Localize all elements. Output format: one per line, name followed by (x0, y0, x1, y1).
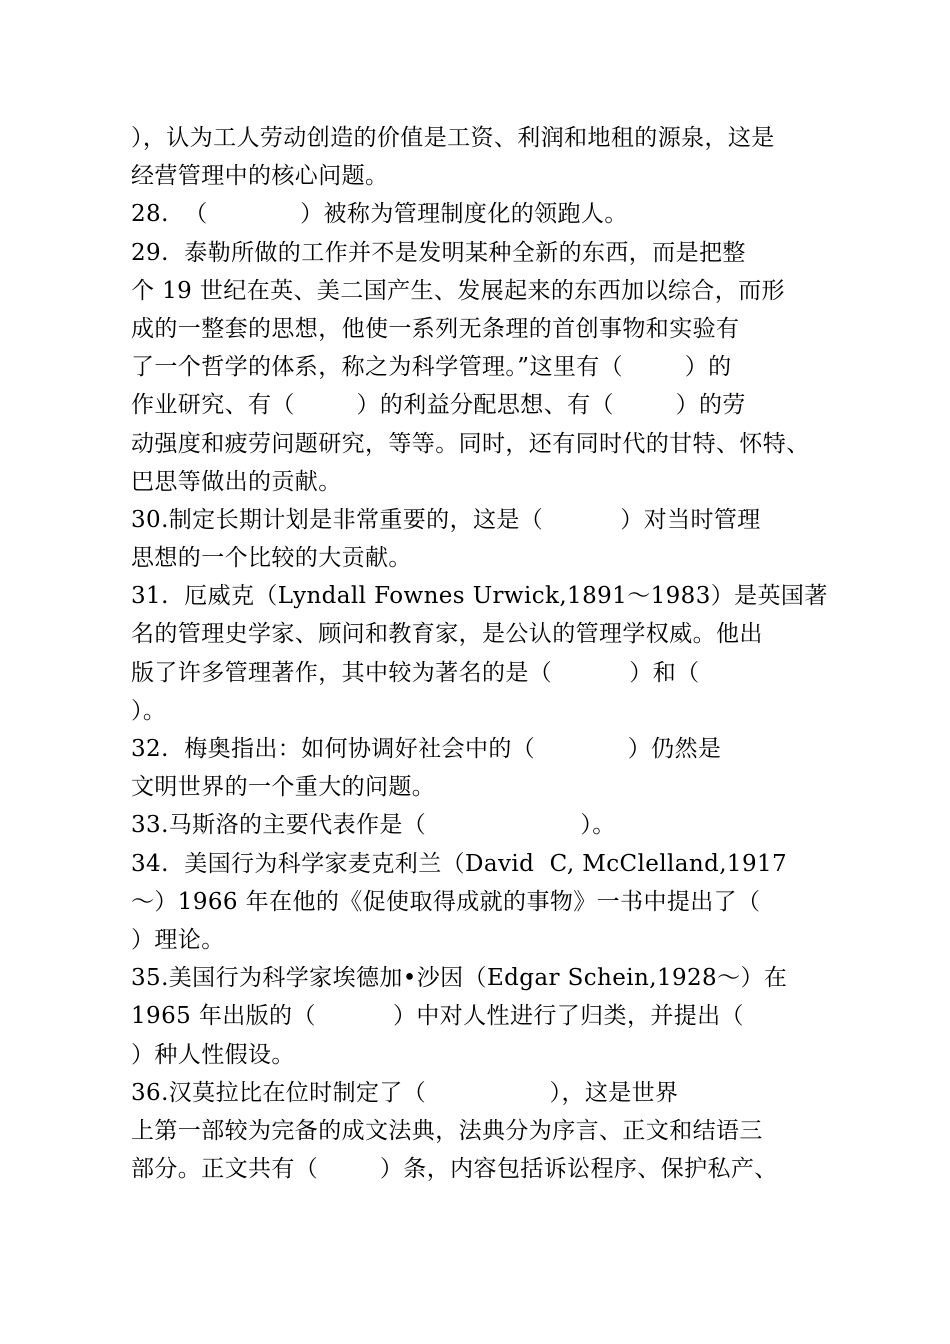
text-line: 1965 年出版的（ ）中对人性进行了归类，并提出（ (131, 1003, 744, 1030)
text-line: ）理论。 (131, 926, 225, 953)
text-line: 部分。正文共有（ ）条，内容包括诉讼程序、保护私产、 (131, 1156, 778, 1183)
text-line: ）。 (131, 697, 167, 724)
question-33: 33.马斯洛的主要代表作是（ ）。 (131, 812, 616, 839)
document-page (131, 119, 831, 1188)
text-line: 了一个哲学的体系，称之为科学管理。”这里有（ ）的 (131, 354, 732, 381)
text-line: 成的一整套的思想，他使一系列无条理的首创事物和实验有 (131, 315, 740, 342)
text-line: 个 19 世纪在英、美二国产生、发展起来的东西加以综合，而形 (131, 277, 785, 304)
text-line: 思想的一个比较的大贡献。 (131, 545, 412, 572)
text-line: ），认为工人劳动创造的价值是工资、利润和地租的源泉，这是 (131, 125, 775, 151)
text-line: 动强度和疲劳问题研究，等等。同时，还有同时代的甘特、怀特、 (131, 430, 810, 457)
text-line: ）种人性假设。 (131, 1041, 295, 1068)
text-line: 版了许多管理著作，其中较为著名的是（ ）和（ (131, 659, 700, 686)
question-35: 35.美国行为科学家埃德加•沙因（Edgar Schein,1928～）在 (131, 965, 788, 992)
text-line: 巴思等做出的贡献。 (131, 468, 342, 495)
question-34: 34. 美国行为科学家麦克利兰（David C, McClelland,1917 (131, 850, 788, 877)
text-line: 作业研究、有（ ）的利益分配思想、有（ ）的劳 (131, 392, 746, 419)
text-line: 经营管理中的核心问题。 (131, 163, 389, 190)
question-28: 28. （ ）被称为管理制度化的领跑人。 (131, 201, 628, 228)
question-29: 29. 泰勒所做的工作并不是发明某种全新的东西，而是把整 (131, 239, 746, 266)
text-line: 名的管理史学家、顾问和教育家，是公认的管理学权威。他出 (131, 621, 763, 648)
text-line: 上第一部较为完备的成文法典，法典分为序言、正文和结语三 (131, 1117, 763, 1144)
question-36: 36.汉莫拉比在位时制定了（ ），这是世界 (131, 1079, 679, 1106)
text-line: 文明世界的一个重大的问题。 (131, 774, 436, 801)
question-31: 31. 厄威克（Lyndall Fownes Urwick,1891～1983）是英国著 (131, 583, 828, 610)
question-30: 30.制定长期计划是非常重要的，这是（ ）对当时管理 (131, 506, 761, 533)
question-32: 32. 梅奥指出：如何协调好社会中的（ ）仍然是 (131, 736, 722, 762)
text-line: ～）1966 年在他的《促使取得成就的事物》一书中提出了（ (131, 888, 761, 915)
